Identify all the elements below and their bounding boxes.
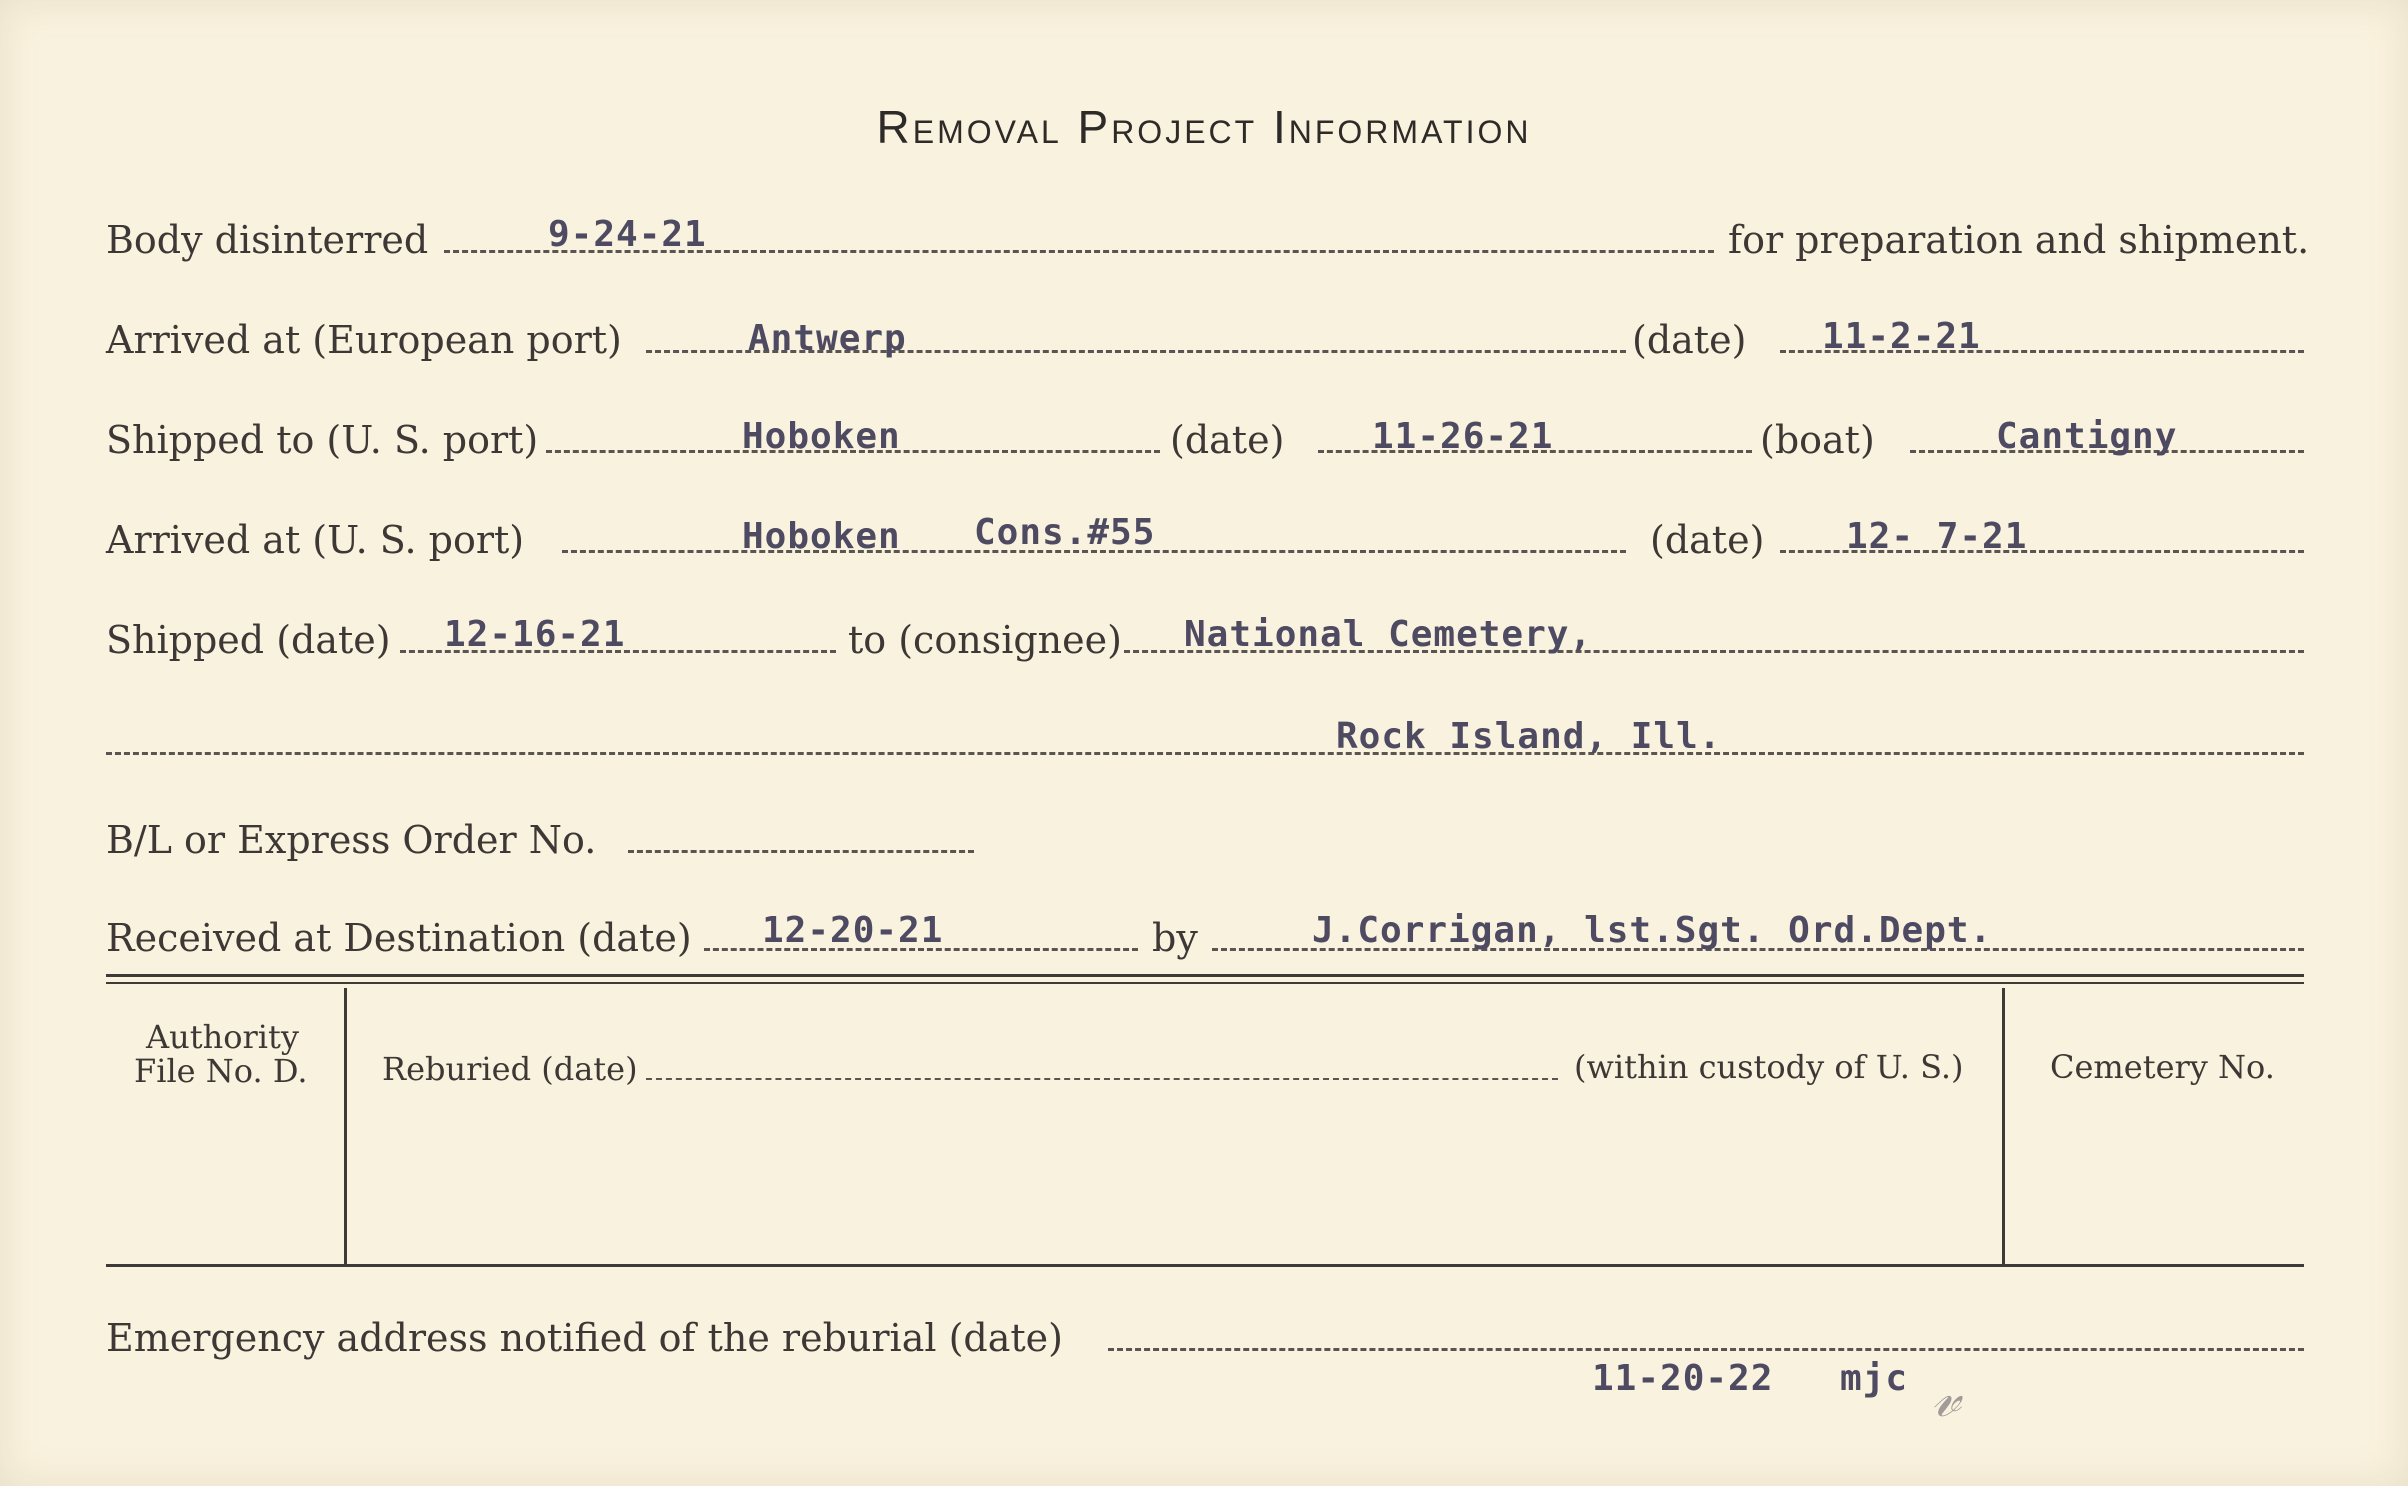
consignee-continuation-line [106, 752, 2304, 755]
bl-express-label: B/L or Express Order No. [106, 818, 597, 862]
consignment-number: Cons.#55 [974, 512, 1156, 553]
boat-label: (boat) [1760, 418, 1875, 462]
table-top-rule [106, 974, 2304, 977]
arrived-us-date-label: (date) [1650, 518, 1765, 562]
shipped-us-port-label: Shipped to (U. S. port) [106, 418, 539, 462]
received-by-value: J.Corrigan, lst.Sgt. Ord.Dept. [1312, 910, 1993, 951]
shipped-date-value: 12-16-21 [444, 614, 626, 655]
for-preparation-label: for preparation and shipment. [1728, 218, 2310, 262]
bl-express-line [628, 850, 974, 853]
body-disinterred-value: 9-24-21 [548, 214, 707, 255]
consignee-value-line1: National Cemetery, [1184, 614, 1593, 655]
clerk-initials: mjc [1840, 1358, 1909, 1399]
arrived-us-port-value: Hoboken [742, 516, 901, 557]
body-disinterred-label: Body disinterred [106, 218, 429, 262]
boat-value: Cantigny [1996, 416, 2178, 457]
european-port-value: Antwerp [748, 318, 907, 359]
received-destination-label: Received at Destination (date) [106, 916, 692, 960]
table-bottom-rule [106, 1264, 2304, 1267]
by-label: by [1152, 916, 1198, 960]
shipped-date-label: (date) [1170, 418, 1285, 462]
reburied-date-label: Reburied (date) [382, 1050, 638, 1088]
arrived-us-port-label: Arrived at (U. S. port) [106, 518, 525, 562]
handwritten-mark: 𝓋 [1932, 1362, 1961, 1430]
arrived-european-port-label: Arrived at (European port) [106, 318, 622, 362]
emergency-date-line [1108, 1348, 2304, 1351]
file-no-label: File No. D. [134, 1052, 308, 1090]
european-date-value: 11-2-21 [1822, 316, 1981, 357]
european-date-label: (date) [1632, 318, 1747, 362]
shipped-us-date-value: 11-26-21 [1372, 416, 1554, 457]
consignee-label: to (consignee) [848, 618, 1122, 662]
cemetery-column-divider [2002, 988, 2005, 1264]
emergency-date-value: 11-20-22 [1592, 1358, 1774, 1399]
received-date-value: 12-20-21 [762, 910, 944, 951]
emergency-address-label: Emergency address notified of the reburial (date) [106, 1316, 1063, 1360]
shipped-date-row-label: Shipped (date) [106, 618, 391, 662]
cemetery-no-label: Cemetery No. [2050, 1048, 2275, 1086]
authority-column-divider [344, 988, 347, 1264]
shipped-us-port-value: Hoboken [742, 416, 901, 457]
table-top-rule-inner [106, 982, 2304, 984]
authority-label: Authority [146, 1018, 299, 1056]
form-title: Removal Project Information [876, 101, 1532, 153]
consignee-value-line2: Rock Island, Ill. [1336, 716, 1722, 757]
reburied-date-line [646, 1078, 1558, 1080]
arrived-us-date-value: 12- 7-21 [1846, 516, 2028, 557]
custody-label: (within custody of U. S.) [1574, 1048, 1964, 1086]
